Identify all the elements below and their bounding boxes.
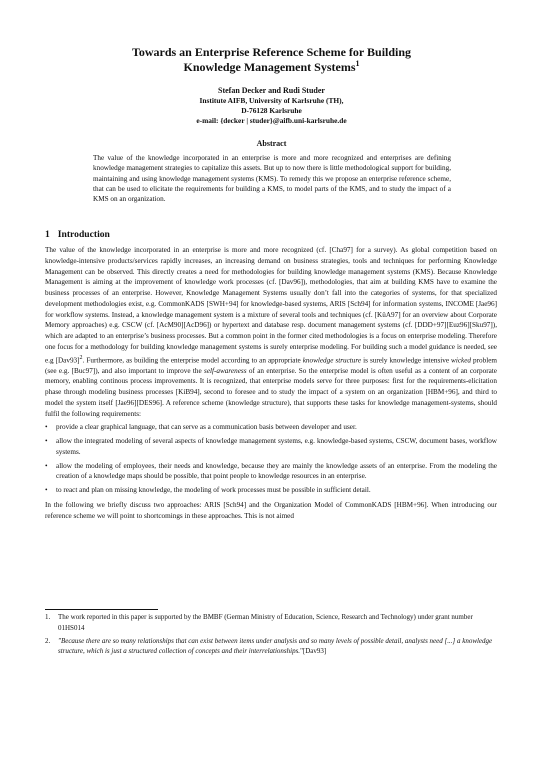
- title-footnote-mark: 1: [355, 59, 360, 68]
- footnote-text: The work reported in this paper is supported by the BMBF (German Ministry of Education, Science, Research and Technology) under grant number 01HS014: [58, 613, 473, 632]
- footnote-1: [45, 612, 497, 634]
- footnote-divider: [45, 609, 158, 610]
- p1-text-e: of an enterprise. So the enterprise model is often useful as a content of an corporate memory, enabling continous process improvements. It is recognized, that enterprise models serve for three purposes: first for the requirements-elicitation phase through modeling business processes [KiB94], second to foresee and to study the impact of a system on an organization [HBM+96], and third to model the system itself [Jae96][DES96]. A reference scheme (knowledge structure), that supports these tasks for knowledge management-systems, should fulfil the following requirements:: [45, 366, 497, 418]
- paper-title: [60, 45, 483, 75]
- footnote-2: [45, 636, 497, 658]
- p1-text: The value of the knowledge incorporated in an enterprise is more and more recognized (cf. [Cha97] for a survey). As global competition based on knowledge-intensive products/services rapidly increases, an increasing demand on business strategies, tools and techniques for performing Knowledge Management can be observed. This directly creates a need for methodologies for building knowledge management systems (KMS). Because Knowledge Management is aiming at the improvement of knowledge work processes (cf. [Dav96]), methodologies, that aim at building KMS have to examine the business processes of an enterprise. However, Knowledge Management Systems usually don’t fall into the categories of systems, for that specialized development methodologies exist, e.g. CommonKADS [SWH+94] for knowledge-based systems, ARIS [Sch94] for information systems, INCOME [Jae96] for workflow systems. Instead, a knowledge management system is a mixture of several tools and techniques (cf. [KüA97] for an overview about Corporate Memory approaches) e.g. CSCW (cf. [AcM90][AcD96]) or hypertext and database resp. document management systems (cf. [DDD+97][Euz96][Sku97]), which are adapted to an enterprise’s business processes. But a common point in the former cited methodologies is a focus on enterprise modeling. Therefore one focus for a methodology for building knowledge management systems is surely enterprise modeling. For building such a model guidance is needed, see e.g [Dav93]: [45, 246, 497, 364]
- intro-paragraph-1: [45, 245, 497, 419]
- section-heading: [45, 229, 110, 240]
- list-item: [45, 461, 497, 483]
- author-names: Stefan Decker and Rudi Studer: [218, 86, 325, 95]
- p1-text-d: problem (see e.g. [Buc97]), and also important to improve the: [45, 355, 497, 375]
- bullet-icon: •: [45, 437, 48, 446]
- title-line-2: Knowledge Management Systems: [183, 60, 356, 74]
- intro-paragraph-2: In the following we briefly discuss two approaches: ARIS [Sch94] and the Organization Model of CommonKADS [HBM+96]. When introducing our reference scheme we will point to shortcomings in these approaches. This is not aimed: [45, 500, 497, 520]
- footnote-number: 1.: [45, 613, 51, 621]
- title-line-1: Towards an Enterprise Reference Scheme for Building: [131, 45, 412, 59]
- intro-body: [45, 245, 497, 521]
- bullet-icon: •: [45, 486, 48, 495]
- list-item: [45, 485, 497, 496]
- section-title: Introduction: [57, 229, 110, 240]
- footnote-quote: "Because there are so many relationships that can exist between items under analysis and so many levels of possible detail, analysts need [...] a knowledge structure, which is just a structured collection of concepts and their interrelationships.: [58, 636, 493, 656]
- address: D-76128 Karlsruhe: [241, 106, 302, 115]
- footnotes: [45, 612, 497, 659]
- p1-text-b: . Furthermore, as building the enterprise model according to an appropriate: [82, 355, 303, 364]
- list-item-text: to react and plan on missing knowledge, the modeling of work processes must be possible in sufficient detail.: [56, 486, 371, 495]
- p1-em-self-awareness: self-awareness: [204, 366, 247, 375]
- footnote-ref-2: 2: [79, 354, 83, 361]
- section-number: 1: [45, 229, 50, 240]
- list-item-text: allow the integrated modeling of several aspects of knowledge management systems, e.g. knowledge-based systems, CSCW, document bases, workflow systems.: [56, 437, 497, 456]
- p1-em-wicked: wicked: [451, 355, 472, 364]
- abstract-heading: Abstract: [256, 139, 287, 148]
- bullet-icon: •: [45, 423, 48, 432]
- footnote-citation: "[Dav93]: [300, 647, 327, 656]
- bullet-icon: •: [45, 461, 48, 470]
- list-item: [45, 436, 497, 458]
- requirements-list: [45, 422, 497, 496]
- p1-em-knowledge-structure: knowledge structure: [302, 355, 362, 364]
- author-block: [60, 86, 483, 126]
- list-item-text: allow the modeling of employees, their needs and knowledge, because they are mainly the knowledge assets of an enterprise. From the modeling the creation of a knowledge maps should be possible, that point people to knowledge resources in an enterprise.: [56, 461, 497, 481]
- list-item-text: provide a clear graphical language, that can serve as a communication basis between developer and user.: [56, 423, 357, 432]
- p1-text-c: is surely knowledge intensive: [361, 355, 452, 364]
- email: e-mail: {decker | studer}@aifb.uni-karlsruhe.de: [196, 116, 347, 125]
- affiliation: Institute AIFB, University of Karlsruhe (TH),: [199, 96, 344, 105]
- list-item: [45, 422, 497, 433]
- abstract-text: The value of the knowledge incorporated in an enterprise is more and more recognized and enterprises are defining knowledge management strategies to capitalize this assets. But up to now there is little methodological support for building, maintaining and using knowledge management systems (KMS). To remedy this we propose an enterprise reference scheme, that can be used to elicitate the requirements for building a KMS, to model parts of the KMS, and to study the impact of a KMS on an organization.: [93, 154, 451, 204]
- footnote-number: 2.: [45, 636, 51, 645]
